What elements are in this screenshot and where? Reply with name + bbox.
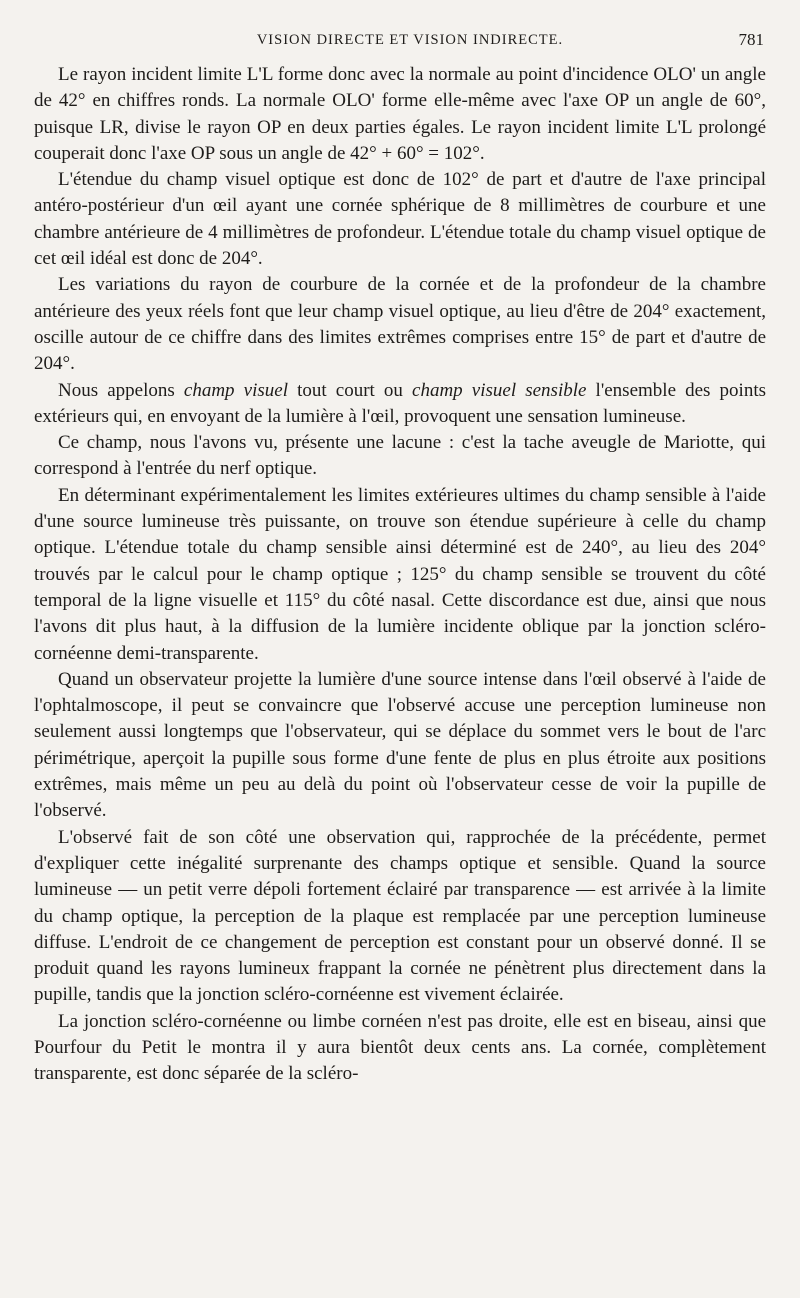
paragraph-text: L'observé fait de son côté une observation qui, rapprochée de la précédente, permet d'expliquer cette inégalité surprenante des champs optique et sensible. Quand la source lumineuse — un petit verre dépoli fortement éclairé par transparence — est arrivée à la limite du champ optique, la perception de la plaque est remplacée par une perception lumineuse diffuse. L'endroit de ce changement de perception est constant pour un observé donné. Il se produit quand les rayons lumineux frappant la cornée ne pénètrent plus directement dans la pupille, tandis que la jonction scléro-cornéenne est vivement éclairée. (34, 826, 766, 1006)
paragraph-text: Les variations du rayon de courbure de la cornée et de la profondeur de la chambre antérieure des yeux réels font que leur champ visuel optique, au lieu d'être de 204° exactement, oscille autour de ce chiffre dans des limites extrêmes comprises entre 15° de part et d'autre de 204°. (34, 274, 766, 375)
paragraph-3 (34, 272, 766, 377)
paragraph-text: Ce champ, nous l'avons vu, présente une lacune : c'est la tache aveugle de Mariotte, qui correspond à l'entrée du nerf optique. (34, 432, 766, 480)
paragraph-2 (34, 167, 766, 272)
paragraph-1 (34, 62, 766, 167)
page-number: 781 (738, 30, 764, 49)
paragraph-text: tout court ou (287, 379, 413, 401)
paragraph-text: La jonction scléro-cornéenne ou limbe cornéen n'est pas droite, elle est en biseau, ainsi que Pourfour du Petit le montra il y aura bientôt deux cents ans. La cornée, complètement transparente, est donc séparée de la scléro- (34, 1010, 766, 1085)
paragraph-5 (34, 430, 766, 483)
running-title: VISION DIRECTE ET VISION INDIRECTE. (256, 32, 564, 48)
paragraph-text: Nous appelons (58, 379, 184, 401)
term-champ-visuel-sensible: champ visuel sensible (412, 379, 587, 401)
paragraph-text: En déterminant expérimentalement les limites extérieures ultimes du champ sensible à l'aide d'une source lumineuse très puissante, on trouve son étendue supérieure à celle du champ optique. L'étendue totale du champ sensible ainsi déterminé est de 240°, au lieu des 204° trouvés par le calcul pour le champ optique ; 125° du champ sensible se trouvent du côté temporal de la ligne visuelle et 115° du côté nasal. Cette discordance est due, ainsi que nous l'avons dit plus haut, à la diffusion de la lumière incidente oblique par la jonction scléro-cornéenne demi-transparente. (34, 484, 766, 664)
paragraph-4 (34, 378, 766, 431)
paragraph-9 (34, 1009, 766, 1088)
paragraph-8 (34, 825, 766, 1009)
paragraph-text: L'étendue du champ visuel optique est donc de 102° de part et d'autre de l'axe principal antéro-postérieur d'un œil ayant une cornée sphérique de 8 millimètres de courbure et une chambre antérieure de 4 millimètres de profondeur. L'étendue totale du champ visuel optique de cet œil idéal est donc de 204°. (34, 169, 766, 270)
paragraph-6 (34, 483, 766, 667)
paragraph-text: Quand un observateur projette la lumière d'une source intense dans l'œil observé à l'aide de l'ophtalmoscope, il peut se convaincre que l'observé accuse une perception lumineuse non seulement aussi longtemps que l'observateur, qui se déplace du sommet vers le bout de l'arc périmétrique, aperçoit la pupille sous forme d'une fente de plus en plus étroite aux positions extrêmes, mais même un peu au delà du point où l'observateur cesse de voir la pupille de l'observé. (34, 668, 766, 822)
paragraph-text: l'ensemble des points extérieurs qui, en envoyant de la lumière à l'œil, provoquent une sensation lumineuse. (34, 379, 767, 427)
paragraph-7 (34, 667, 766, 825)
body-text (34, 62, 766, 1088)
paragraph-text: Le rayon incident limite L'L forme donc avec la normale au point d'incidence OLO' un angle de 42° en chiffres ronds. La normale OLO' forme elle-même avec l'axe OP un angle de 60°, puisque LR, divise le rayon OP en deux parties égales. Le rayon incident limite L'L prolongé couperait donc l'axe OP sous un angle de 42° + 60° = 102°. (34, 64, 766, 164)
term-champ-visuel: champ visuel (183, 379, 288, 401)
running-header (34, 28, 766, 58)
